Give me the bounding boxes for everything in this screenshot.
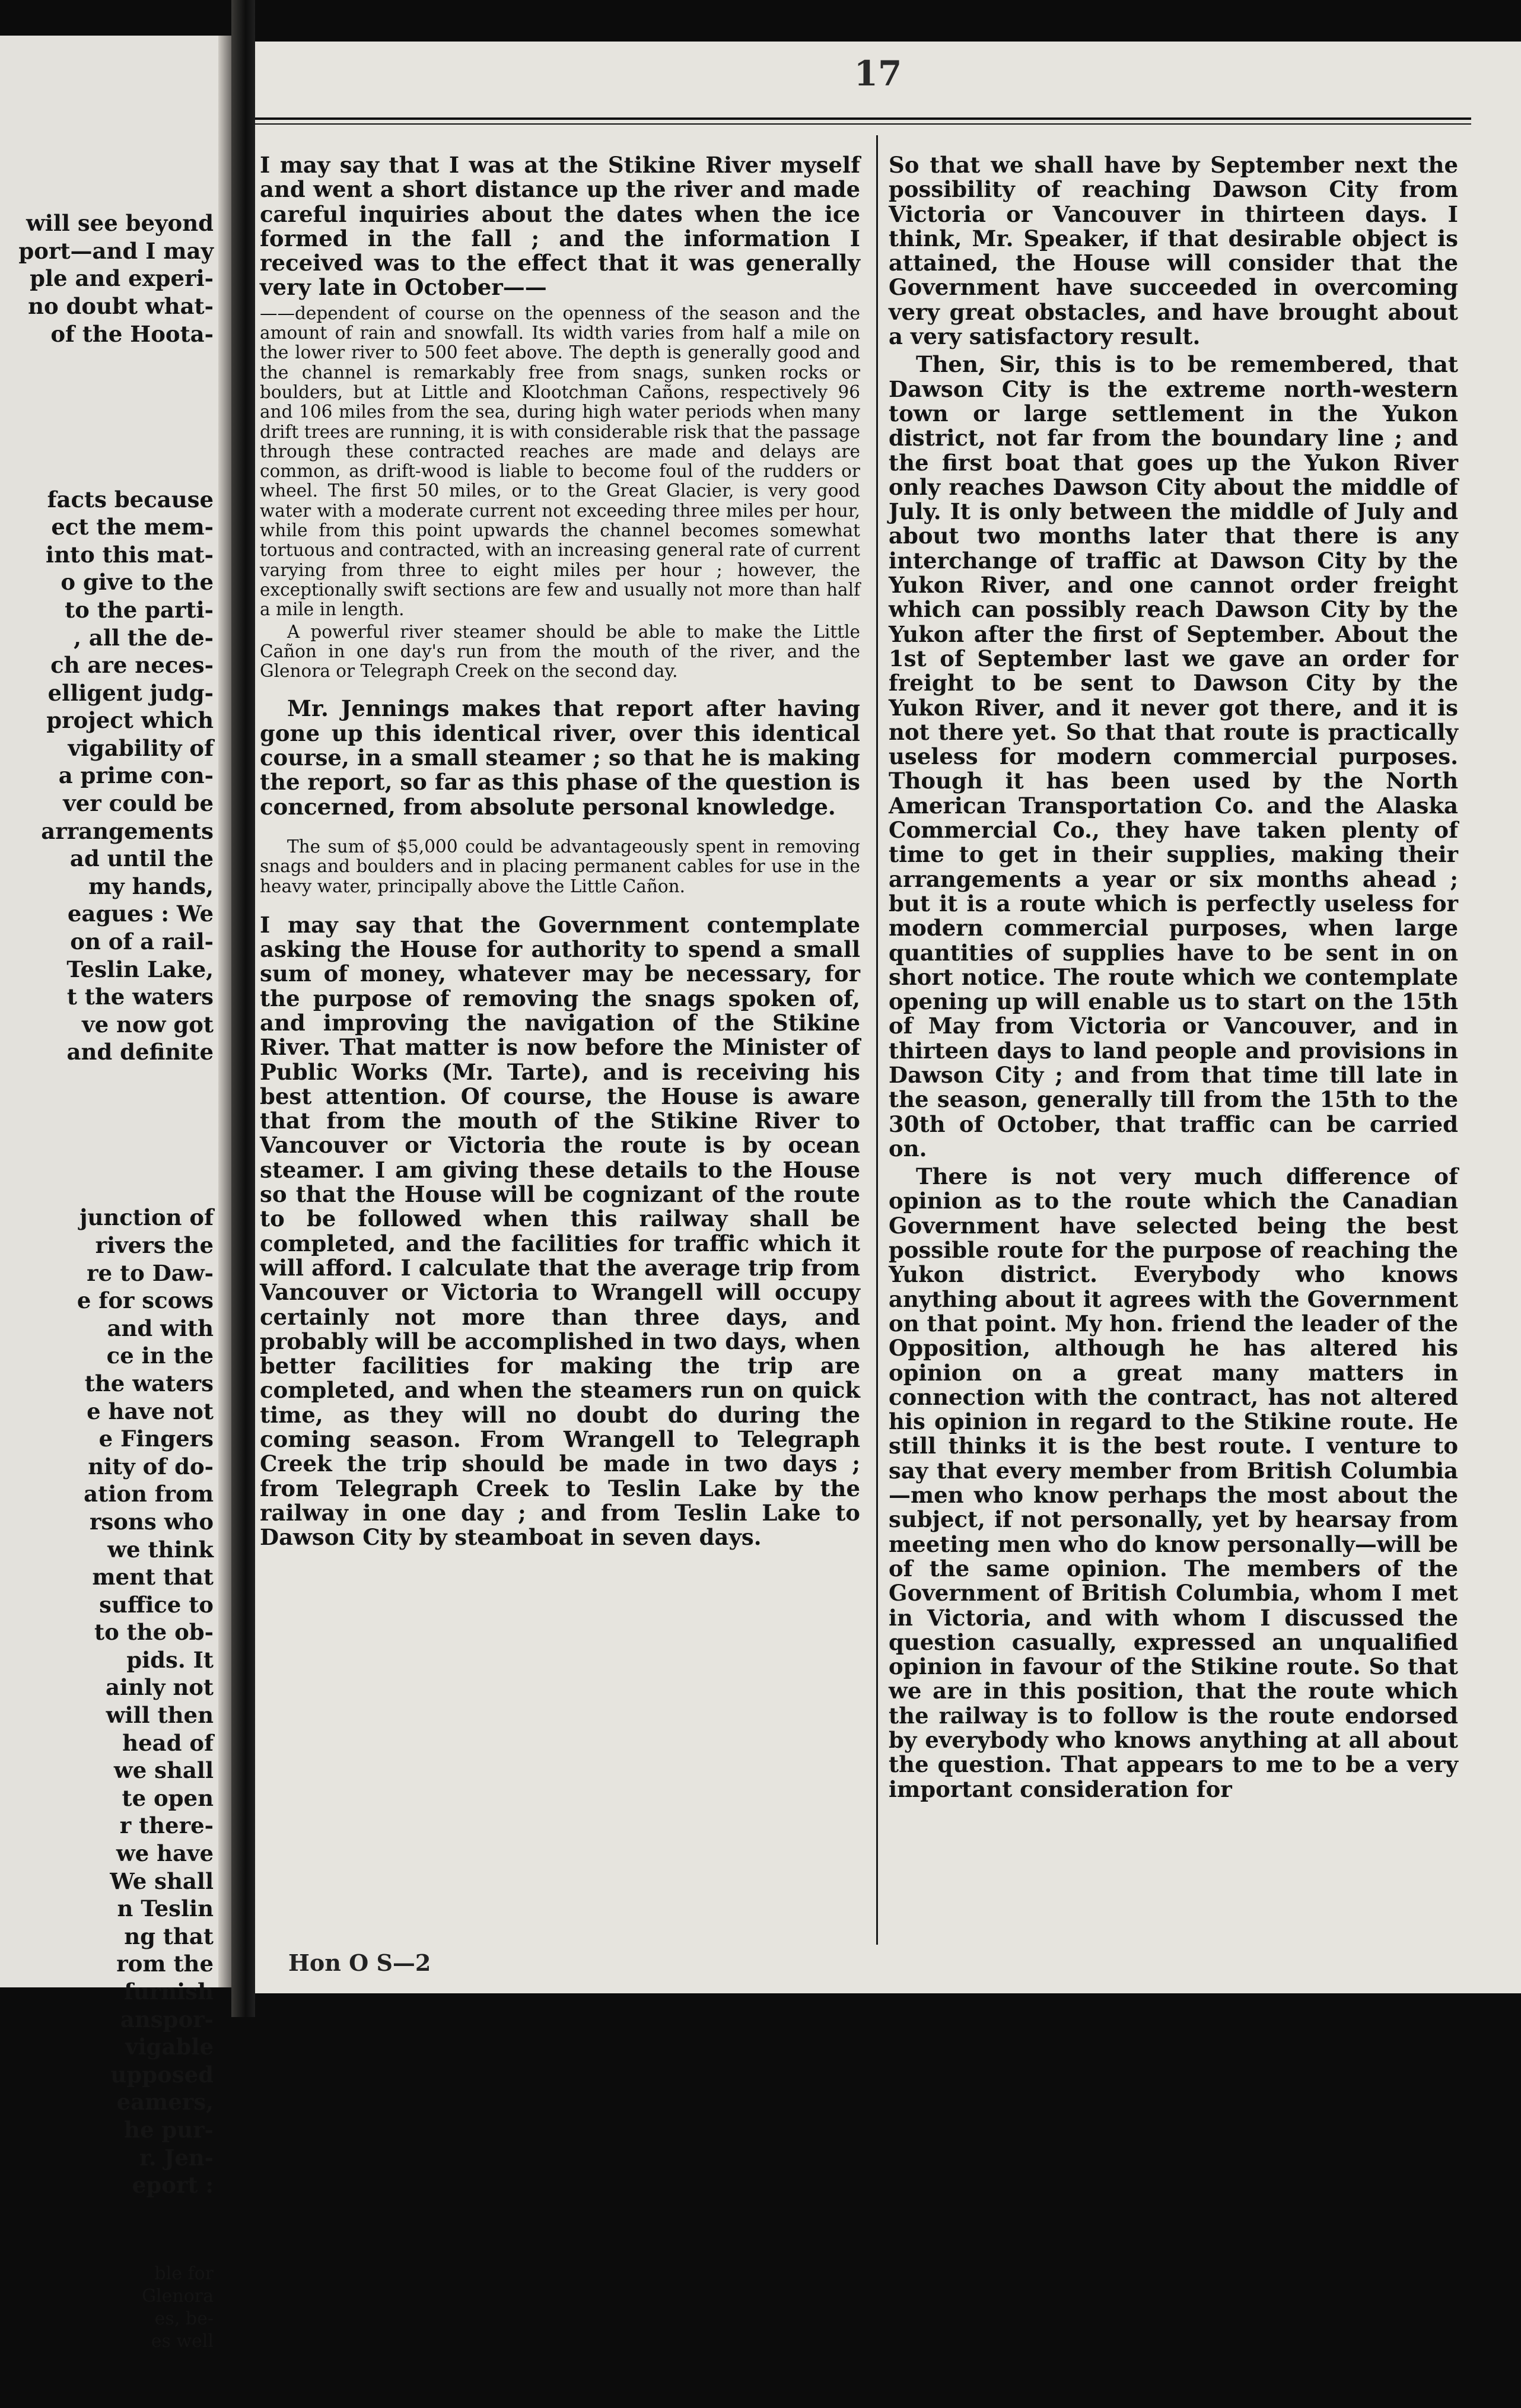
fragment-line: ad until the [69, 845, 214, 872]
paragraph: Then, Sir, this is to be remembered, that Dawson City is the extreme north-western town or large settlement in the Yukon district, not far from the boundary line ; and the first boat that goes up the Yukon River only reaches Dawson City about the middle of July. It is only between the middle of July and about two months later that there is any interchange of traffic at Dawson City by the Yukon River, and one cannot order freight which can possibly reach Dawson City by the Yukon after the first of September. About the 1st of September last we gave an order for freight to be sent to Dawson City by the Yukon River, and it never got there, and it is not there yet. So that that route is practically useless for modern commercial purposes. Though it has been used by the North American Transportation Co. and the Alaska Commercial Co., they have taken plenty of time to get in their supplies, making their arrangements a year or six months ahead ; but it is a route which is perfectly useless for modern commercial purposes, when large quantities of supplies have to be sent in on short notice. The route which we contemplate opening up will enable us to start on the 15th of May from Victoria or Vancouver, and in thirteen days to land people and provisions in Dawson City ; and from that time till late in the season, generally till from the 15th to the 30th of October, that traffic can be carried on. [889, 351, 1458, 1162]
fragment-line: to the ob- [94, 1619, 214, 1646]
fragment-lines-c [0, 1204, 214, 2199]
fragment-line: head of [122, 1729, 214, 1756]
page-gutter [218, 36, 231, 1987]
fragment-line: eagues : We [67, 901, 214, 927]
fragment-line: elligent judg- [47, 679, 214, 706]
fragment-line: we shall [113, 1757, 214, 1784]
fragment-line: We shall [110, 1868, 214, 1894]
fragment-line: ple and experi- [30, 265, 214, 292]
paragraph: There is not very much difference of opinion as to the route which the Canadian Government have selected being the best possible route for the purpose of reaching the Yukon district. Everybody who knows anything about it agrees with the Government on that point. My hon. friend the leader of the Opposition, although he has altered his opinion on a great many matters in connection with the contract, has not altered his opinion in regard to the Stikine route. He still thinks it is the best route. I venture to say that every member from British Columbia—men who know perhaps the most about the subject, if not personally, yet by hearsay from meeting men who do know personally—will be of the same opinion. The members of the Government of British Columbia, whom I met in Victoria, and with whom I discussed the question casually, expressed an unqualified opinion in favour of the Stikine route. So that we are in this position, that the route which the railway is to follow is the route endorsed by everybody who knows anything at all about the question. That appears to me to be a very important consideration for [889, 1163, 1458, 1802]
paragraph: So that we shall have by September next the possibility of reaching Dawson City from Victoria or Vancouver in thirteen days. I think, Mr. Speaker, if that desirable object is attained, the House will consider that the Government have succeeded in overcoming very great obstacles, and have brought about a very satisfactory result. [889, 152, 1458, 350]
fragment-line: will then [106, 1702, 214, 1729]
fragment-line: rom the [116, 1951, 214, 1977]
fragment-line: of the Hoota- [50, 320, 214, 347]
fragment-line: t the waters [66, 984, 214, 1010]
quoted-report: The sum of $5,000 could be advantageously spent in removing snags and boulders and in placing permanent cables for use in the heavy water, principally above the Little Cañon. [260, 836, 860, 896]
fragment-line: eamers, [116, 2089, 214, 2116]
fragment-line: and with [107, 1315, 214, 1341]
fragment-line: into this mat- [46, 541, 214, 568]
paragraph: I may say that I was at the Stikine River myself and went a short distance up the river and made careful inquiries about the dates when the ice formed in the fall ; and the information I received was to the effect that it was generally very late in October—— [260, 152, 860, 301]
fragment-line: he pur- [124, 2116, 214, 2143]
fragment-line: project which [46, 707, 214, 734]
fragment-line: and definite [66, 1039, 214, 1065]
fragment-line: re to Daw- [87, 1259, 214, 1286]
fragment-line: arrangements [41, 817, 214, 844]
fragment-line: port—and I may [18, 237, 214, 264]
fragment-line: Teslin Lake, [66, 956, 214, 982]
previous-page-fragment [0, 36, 231, 2352]
fragment-line: Glenora [142, 2285, 214, 2307]
fragment-lines-d [0, 2263, 214, 2353]
fragment-line: anspor- [120, 2006, 214, 2032]
fragment-line: r. Jen- [139, 2144, 214, 2171]
paragraph: I may say that the Government contemplate asking the House for authority to spend a small sum of money, whatever may be necessary, for the purpose of removing the snags spoken of, and improving the navigation of the Stikine River. That matter is now before the Minister of Public Works (Mr. Tarte), and is receiving his best attention. Of course, the House is aware that from the mouth of the Stikine River to Vancouver or Victoria the route is by ocean steamer. I am giving these details to the House so that the House will be cognizant of the route to be followed when this railway shall be completed, and the facilities for traffic which it will afford. I calculate that the average trip from Vancouver or Victoria to Wrangell will occupy certainly not more than three days, and probably will be accomplished in two days, when better facilities for making the trip are completed, and when the steamers run on quick time, as they will no doubt do during the coming season. From Wrangell to Telegraph Creek the trip should be made in two days ; from Telegraph Creek to Teslin Lake by the railway in one day ; and from Teslin Lake to Dawson City by steamboat in seven days. [260, 911, 860, 1551]
fragment-line: rivers the [95, 1232, 214, 1258]
fragment-line: e have not [87, 1398, 214, 1424]
fragment-line: te open [122, 1784, 214, 1811]
fragment-line: ble for [154, 2263, 214, 2284]
fragment-lines-a [0, 209, 214, 348]
quoted-report: ——dependent of course on the openness of the season and the amount of rain and snowfall. Its width varies from half a mile on the lower river to 500 feet above. The depth is generally good and the channel is remarkably free from snags, sunken rocks or boulders, but at Little and Klootchman Cañons, respectively 96 and 106 miles from the sea, during high water periods when many drift trees are running, it is with considerable risk that the passage through these contracted reaches are made and delays are common, as drift-wood is liable to become foul of the rudders or wheel. The first 50 miles, or to the Great Glacier, is very good water with a moderate current not exceeding three miles per hour, while from this point upwards the channel becomes somewhat tortuous and contracted, with an increasing general rate of current varying from three to eight miles per hour ; however, the exceptionally swift sections are few and usually not more than half a mile in length. [260, 303, 860, 620]
fragment-line: es well [151, 2330, 214, 2352]
fragment-line: , all the de- [74, 624, 214, 651]
fragment-line: ect the mem- [51, 514, 214, 540]
fragment-line: my hands, [88, 873, 214, 899]
fragment-line: ve now got [82, 1011, 214, 1038]
book-binding [231, 0, 255, 2017]
fragment-line: e for scows [77, 1287, 214, 1314]
fragment-line: ng that [124, 1923, 214, 1949]
fragment-line: es, be- [154, 2308, 214, 2329]
fragment-line: the waters [84, 1370, 214, 1397]
fragment-line: ainly not [105, 1674, 214, 1701]
fragment-line: suffice to [99, 1591, 214, 1618]
fragment-line: ch are neces- [50, 652, 214, 679]
fragment-line: to the parti- [65, 596, 214, 623]
fragment-line: will see beyond [26, 210, 214, 237]
quoted-report: A powerful river steamer should be able to make the Little Cañon in one day's run from the mouth of the river, and the Glenora or Telegraph Creek on the second day. [260, 621, 860, 682]
document-page [255, 42, 1521, 1993]
previous-page-column [0, 154, 214, 2408]
fragment-line: nity of do- [88, 1453, 214, 1480]
fragment-line: n Teslin [117, 1895, 214, 1922]
left-column [255, 153, 860, 1554]
page-number: 17 [854, 53, 902, 94]
fragment-line: ver could be [63, 790, 214, 817]
fragment-line: junction of [79, 1204, 214, 1231]
fragment-line: eport : [132, 2172, 214, 2199]
fragment-line: pids. It [126, 1646, 214, 1673]
signature-mark: Hon O S—2 [288, 1949, 431, 1976]
fragment-line: rsons who [89, 1508, 214, 1535]
fragment-line: vigable [125, 2034, 214, 2060]
fragment-line: ation from [84, 1481, 214, 1507]
header-rule [255, 117, 1471, 125]
fragment-line: we think [107, 1536, 214, 1563]
fragment-line: no doubt what- [28, 292, 214, 319]
column-divider [876, 135, 878, 1945]
fragment-line: facts because [47, 486, 214, 513]
fragment-line: ce in the [106, 1343, 214, 1369]
fragment-lines-b [0, 486, 214, 1066]
fragment-line: upposed [110, 2061, 214, 2088]
fragment-line: furnish [124, 1978, 214, 2005]
fragment-line: e Fingers [98, 1426, 214, 1452]
fragment-line: vigability of [68, 734, 214, 761]
right-column [889, 153, 1458, 1805]
paragraph: Mr. Jennings makes that report after having gone up this identical river, over this identical course, in a small steamer ; so that he is making the report, so far as this phase of the question is concerned, from absolute personal knowledge. [260, 695, 860, 820]
fragment-line: a prime con- [58, 762, 214, 789]
fragment-line: ment that [92, 1564, 214, 1591]
fragment-line: r there- [119, 1812, 214, 1839]
fragment-line: on of a rail- [70, 928, 214, 955]
fragment-line: we have [116, 1840, 214, 1867]
fragment-line: o give to the [61, 569, 214, 596]
